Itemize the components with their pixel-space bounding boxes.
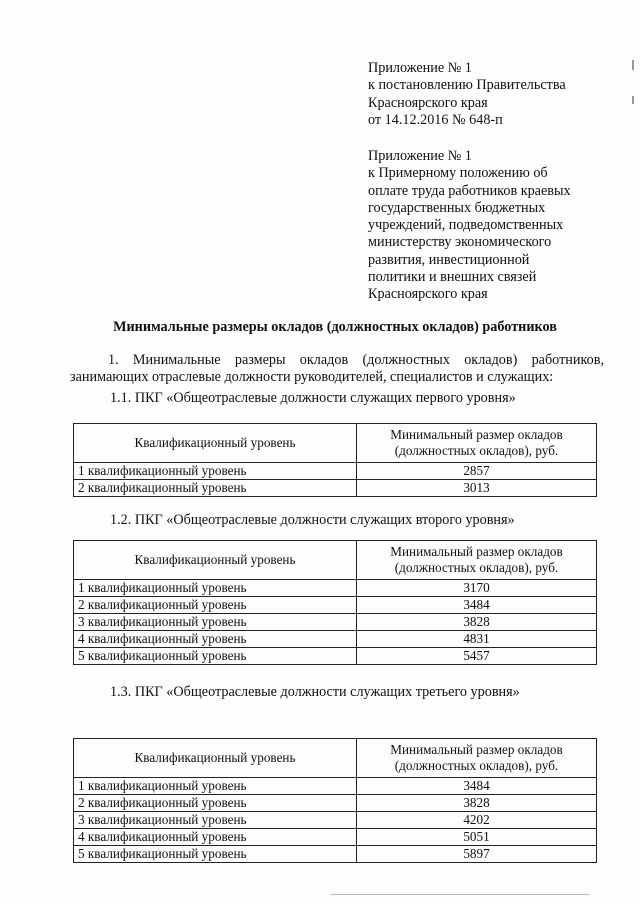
intro-paragraph: 1. Минимальные размеры окладов (должностных окладов) работников, занимающих отраслевые должности руководителей, специалистов и служащих: [70, 352, 604, 385]
level-cell: 3 квалификационный уровень [74, 614, 357, 631]
level-cell: 4 квалификационный уровень [74, 829, 357, 846]
table-row [74, 648, 597, 665]
level-cell: 3 квалификационный уровень [74, 812, 357, 829]
salary-cell: 4831 [357, 631, 597, 648]
salary-cell: 3013 [357, 480, 597, 497]
section-heading-1-2: 1.2. ПКГ «Общеотраслевые должности служащих второго уровня» [110, 512, 515, 528]
table-header-row [74, 541, 597, 580]
column-header-level: Квалификационный уровень [74, 739, 357, 778]
table-row [74, 631, 597, 648]
appendix-line: к постановлению Правительства [368, 77, 566, 94]
level-cell: 5 квалификационный уровень [74, 648, 357, 665]
column-header-salary-line2: (должностных окладов), руб. [394, 758, 559, 773]
level-cell: 4 квалификационный уровень [74, 631, 357, 648]
appendix-line: развития, инвестиционной [368, 251, 530, 268]
table-row [74, 597, 597, 614]
table-header-row [74, 424, 597, 463]
level-cell: 1 квалификационный уровень [74, 778, 357, 795]
salary-cell: 3484 [357, 597, 597, 614]
level-cell: 1 квалификационный уровень [74, 463, 357, 480]
salary-cell: 5457 [357, 648, 597, 665]
salary-cell: 3828 [357, 795, 597, 812]
column-header-salary-line1: Минимальный размер окладов [390, 544, 563, 559]
level-cell: 2 квалификационный уровень [74, 480, 357, 497]
section-heading-1-1: 1.1. ПКГ «Общеотраслевые должности служащих первого уровня» [110, 390, 516, 406]
appendix-line: от 14.12.2016 № 648-п [368, 111, 503, 128]
level-cell: 5 квалификационный уровень [74, 846, 357, 863]
salary-cell: 4202 [357, 812, 597, 829]
column-header-salary [357, 541, 597, 580]
section-heading-1-3: 1.3. ПКГ «Общеотраслевые должности служащих третьего уровня» [110, 684, 520, 700]
column-header-level: Квалификационный уровень [74, 424, 357, 463]
appendix-model-regulation [368, 148, 608, 304]
appendix-line: Приложение № 1 [368, 60, 472, 76]
appendix-line: политики и внешних связей [368, 269, 537, 286]
appendix-line: к Примерному положению об [368, 165, 548, 182]
column-header-salary-line2: (должностных окладов), руб. [394, 443, 559, 458]
appendix-government-decree [368, 60, 608, 129]
appendix-line: государственных бюджетных [368, 199, 546, 216]
table-row [74, 846, 597, 863]
column-header-salary-line2: (должностных окладов), руб. [394, 560, 559, 575]
column-header-salary-line1: Минимальный размер окладов [390, 742, 563, 757]
salary-table-1-2 [73, 540, 597, 665]
appendix-line: министерству экономического [368, 234, 552, 251]
appendix-line: Приложение № 1 [368, 148, 472, 164]
table-row [74, 795, 597, 812]
level-cell: 2 квалификационный уровень [74, 597, 357, 614]
level-cell: 1 квалификационный уровень [74, 580, 357, 597]
appendix-line: Красноярского края [368, 286, 488, 303]
salary-cell: 3484 [357, 778, 597, 795]
salary-cell: 5897 [357, 846, 597, 863]
level-cell: 2 квалификационный уровень [74, 795, 357, 812]
table-row [74, 778, 597, 795]
scan-bottom-line [330, 894, 590, 895]
appendix-line: Красноярского края [368, 94, 488, 111]
scan-edge-mark [632, 96, 634, 104]
table-row [74, 580, 597, 597]
document-title: Минимальные размеры окладов (должностных окладов) работников [113, 319, 557, 335]
column-header-salary-line1: Минимальный размер окладов [390, 427, 563, 442]
appendix-line: оплате труда работников краевых [368, 182, 571, 199]
table-row [74, 463, 597, 480]
table-row [74, 812, 597, 829]
column-header-salary [357, 739, 597, 778]
table-header-row [74, 739, 597, 778]
salary-cell: 5051 [357, 829, 597, 846]
salary-table-1-3 [73, 738, 597, 863]
table-row [74, 614, 597, 631]
table-row [74, 480, 597, 497]
appendix-line: учреждений, подведомственных [368, 217, 564, 234]
salary-table-1-1 [73, 423, 597, 497]
salary-cell: 3828 [357, 614, 597, 631]
salary-cell: 3170 [357, 580, 597, 597]
table-row [74, 829, 597, 846]
column-header-level: Квалификационный уровень [74, 541, 357, 580]
scan-edge-mark [632, 60, 634, 70]
column-header-salary [357, 424, 597, 463]
salary-cell: 2857 [357, 463, 597, 480]
